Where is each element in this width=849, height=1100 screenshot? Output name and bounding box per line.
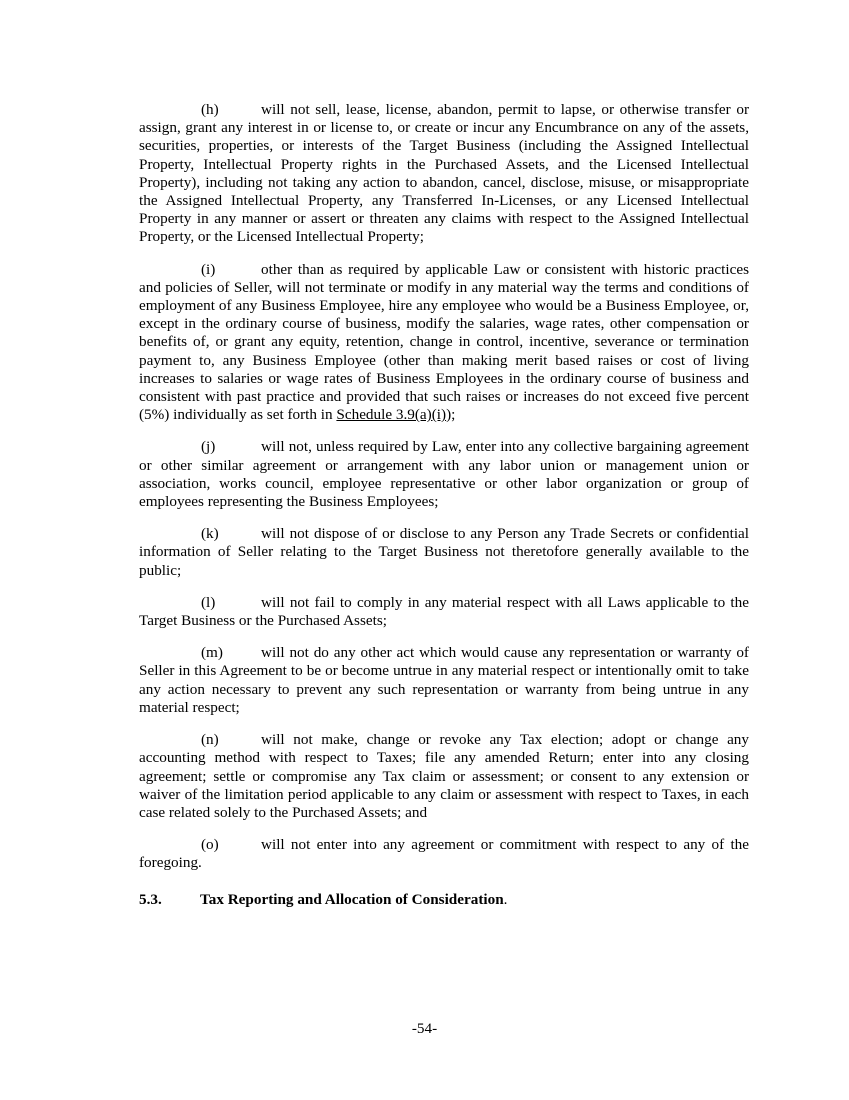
clause-j	[139, 438, 749, 511]
section-number: 5.3.	[139, 890, 162, 908]
section-title: Tax Reporting and Allocation of Consideration	[200, 890, 504, 908]
schedule-reference: Schedule 3.9(a)(i)	[336, 406, 447, 424]
clause-label: (m)	[201, 644, 223, 662]
clause-l	[139, 594, 749, 630]
clause-text: will not dispose of or disclose to any Person any Trade Secrets or confidential information of Seller relating to the Target Business not theretofore generally available to the public;	[139, 525, 749, 579]
clause-m	[139, 644, 749, 717]
clause-tail: );	[446, 406, 456, 424]
clause-text: will not, unless required by Law, enter into any collective bargaining agreement or other similar agreement or arrangement with any labor union or management union or association, works council, employee representative or other labor organization or group of employees representing the Business Employees;	[139, 438, 749, 511]
clause-label: (l)	[201, 593, 216, 611]
clause-n	[139, 731, 749, 822]
clause-text: will not do any other act which would cause any representation or warranty of Seller in this Agreement to be or become untrue in any material respect or intentionally omit to take any action necessary to prevent any such representation or warranty from being untrue in any material respect;	[139, 644, 749, 716]
clause-text: other than as required by applicable Law or consistent with historic practices and policies of Seller, will not terminate or modify in any material way the terms and conditions of employment of any Business Employee, hire any employee who would be a Business Employee, or, except in the ordinary course of business, modify the salaries, wage rates, other compensation or benefits of, or grant any equity, retention, change in control, incentive, severance or termination payment to, any Business Employee (other than making merit based raises or cost of living increases to salaries or wage rates of Business Employees in the ordinary course of business and consistent with past practice and provided that such raises or increases do not exceed five percent (5%) individually as set forth in	[139, 260, 749, 424]
clause-label: (h)	[201, 101, 219, 118]
clause-o	[139, 836, 749, 872]
clause-text: will not make, change or revoke any Tax election; adopt or change any accounting method with respect to Taxes; file any amended Return; enter into any closing agreement; settle or compromise any Tax claim or assessment; or consent to any extension or waiver of the limitation period applicable to any claim or assessment with respect to Taxes, in each case related solely to the Purchased Assets; and	[139, 731, 749, 821]
clause-label: (i)	[201, 260, 216, 278]
document-page	[139, 101, 749, 909]
clause-label: (o)	[201, 836, 219, 854]
section-heading	[139, 891, 749, 909]
clause-label: (j)	[201, 438, 216, 456]
clause-label: (n)	[201, 731, 219, 749]
clause-i	[139, 261, 749, 425]
clause-text: will not fail to comply in any material respect with all Laws applicable to the Target Business or the Purchased Assets;	[139, 593, 749, 630]
section-title-period: .	[503, 890, 508, 908]
clause-text: will not enter into any agreement or commitment with respect to any of the foregoing.	[139, 836, 749, 872]
clause-label: (k)	[201, 525, 219, 543]
clause-k	[139, 525, 749, 580]
page-number: -54-	[411, 1020, 438, 1037]
clause-h	[139, 101, 749, 247]
clause-text: will not sell, lease, license, abandon, permit to lapse, or otherwise transfer or assign, grant any interest in or license to, or create or incur any Encumbrance on any of the assets, securities, properties, or interests of the Target Business (including the Assigned Intellectual Property, Intellectual Property rights in the Purchased Assets, and the Licensed Intellectual Property), including not taking any action to abandon, cancel, disclose, misuse, or misappropriate the Assigned Intellectual Property, any Transferred In-Licenses, or any Licensed Intellectual Property in any manner or assert or threaten any claims with respect to the Assigned Intellectual Property, or the Licensed Intellectual Property;	[139, 101, 749, 246]
